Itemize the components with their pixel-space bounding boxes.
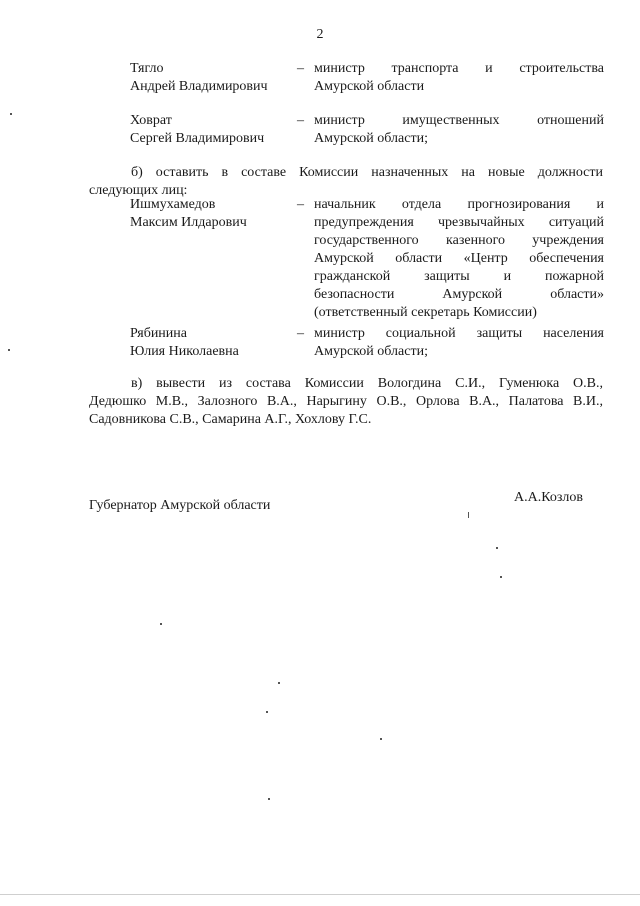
paragraph-line: Садовникова С.В., Самарина А.Г., Хохлову Г.С. — [89, 412, 372, 427]
position-line: начальник отдела прогнозирования и — [314, 197, 604, 212]
dash: – — [297, 197, 304, 212]
scan-speck — [500, 576, 502, 578]
scan-speck — [268, 798, 270, 800]
paragraph-line: Дедюшко М.В., Залозного В.А., Нарыгину О.В., Орлова В.А., Палатова В.И., — [89, 394, 603, 409]
paragraph-line: в) вывести из состава Комиссии Вологдина С.И., Гуменюка О.В., — [131, 376, 603, 391]
position-line: Амурской области; — [314, 344, 428, 359]
dash: – — [297, 326, 304, 341]
signature-title: Губернатор Амурской области — [89, 498, 271, 513]
signature-name: А.А.Козлов — [514, 490, 583, 505]
member-surname: Ишмухамедов — [130, 197, 216, 212]
member-surname: Тягло — [130, 61, 164, 76]
member-name — [130, 60, 290, 96]
member-position — [314, 325, 604, 361]
scan-speck — [278, 682, 280, 684]
member-surname: Рябинина — [130, 326, 187, 341]
page-number: 2 — [316, 27, 324, 42]
scan-speck — [496, 547, 498, 549]
position-line: гражданской защиты и пожарной — [314, 269, 604, 284]
position-line: безопасности Амурской области» — [314, 287, 604, 302]
position-line: Амурской области «Центр обеспечения — [314, 251, 604, 266]
member-surname: Ховрат — [130, 113, 172, 128]
paragraph-v — [89, 375, 603, 429]
paragraph-line: б) оставить в составе Комиссии назначенных на новые должности — [131, 165, 603, 180]
member-given-names: Максим Илдарович — [130, 215, 247, 230]
scan-speck — [10, 113, 12, 115]
member-given-names: Юлия Николаевна — [130, 344, 239, 359]
scan-speck — [160, 623, 162, 625]
scan-speck — [380, 738, 382, 740]
position-line: Амурской области; — [314, 131, 428, 146]
member-position — [314, 60, 604, 96]
paragraph-line: следующих лиц: — [89, 183, 188, 198]
scan-speck — [266, 711, 268, 713]
dash: – — [297, 61, 304, 76]
member-name — [130, 325, 290, 361]
member-name — [130, 112, 290, 148]
position-line: (ответственный секретарь Комиссии) — [314, 305, 537, 320]
position-line: предупреждения чрезвычайных ситуаций — [314, 215, 604, 230]
position-line: Амурской области — [314, 79, 425, 94]
dash: – — [297, 113, 304, 128]
position-line: министр имущественных отношений — [314, 113, 604, 128]
member-position — [314, 196, 604, 322]
position-line: министр социальной защиты населения — [314, 326, 604, 341]
scan-speck — [8, 349, 10, 351]
position-line: государственного казенного учреждения — [314, 233, 604, 248]
member-position — [314, 112, 604, 148]
member-name — [130, 196, 290, 232]
position-line: министр транспорта и строительства — [314, 61, 604, 76]
scan-bottom-edge — [0, 894, 640, 906]
member-given-names: Сергей Владимирович — [130, 131, 265, 146]
member-given-names: Андрей Владимирович — [130, 79, 268, 94]
paragraph-b — [89, 164, 603, 200]
scan-speck — [468, 512, 469, 518]
